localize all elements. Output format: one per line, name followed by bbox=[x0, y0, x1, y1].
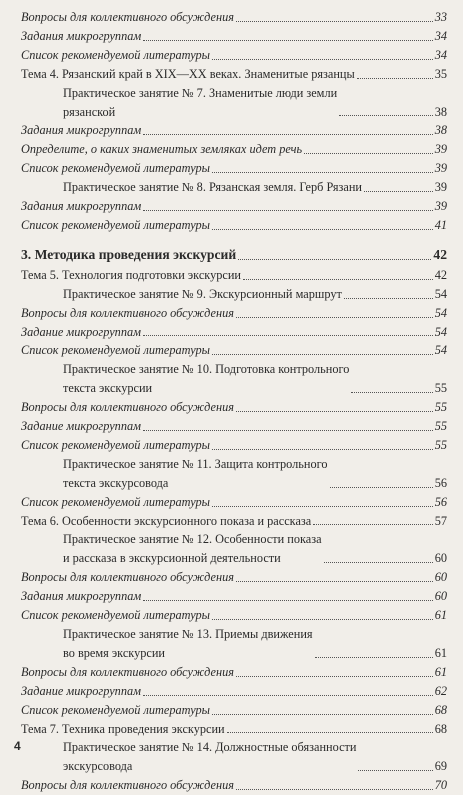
toc-entry-title: Задания микрогруппам bbox=[21, 199, 142, 214]
toc-entry bbox=[21, 8, 447, 27]
dot-leader bbox=[212, 506, 433, 507]
toc-page-number: 42 bbox=[434, 267, 447, 282]
dot-leader bbox=[315, 657, 433, 658]
toc-page-number: 54 bbox=[434, 286, 447, 301]
dot-leader bbox=[143, 40, 432, 41]
toc-entry bbox=[21, 197, 447, 216]
toc-page-number: 38 bbox=[434, 123, 447, 138]
dot-leader bbox=[344, 298, 433, 299]
dot-leader bbox=[364, 191, 433, 192]
toc-page-number: 70 bbox=[434, 778, 447, 793]
toc-entry-title: Задание микрогруппам bbox=[21, 683, 141, 698]
table-of-contents bbox=[21, 8, 447, 795]
dot-leader bbox=[212, 59, 433, 60]
dot-leader bbox=[339, 115, 433, 116]
toc-entry-title: Определите, о каких знаменитых земляках идет речь bbox=[21, 142, 303, 157]
toc-entry-title: Тема 6. Особенности экскурсионного показа и рассказа bbox=[21, 513, 312, 528]
toc-entry bbox=[21, 360, 447, 398]
toc-page-number: 61 bbox=[434, 608, 447, 623]
toc-entry bbox=[21, 587, 447, 606]
toc-entry bbox=[21, 512, 447, 531]
toc-entry bbox=[21, 568, 447, 587]
toc-entry-title: Задания микрогруппам bbox=[21, 589, 142, 604]
dot-leader bbox=[236, 411, 433, 412]
toc-entry bbox=[21, 285, 447, 304]
dot-leader bbox=[324, 562, 433, 563]
toc-entry bbox=[21, 682, 447, 701]
toc-entry-title: Список рекомендуемой литературы bbox=[21, 343, 210, 358]
toc-entry bbox=[21, 159, 447, 178]
dot-leader bbox=[143, 695, 433, 696]
toc-entry-title: Задание микрогруппам bbox=[21, 324, 141, 339]
dot-leader bbox=[236, 317, 433, 318]
toc-entry bbox=[21, 323, 447, 342]
toc-entry-title: Практическое занятие № 13. Приемы движения во время экскурсии bbox=[63, 627, 313, 660]
toc-page-number: 60 bbox=[434, 551, 447, 566]
dot-leader bbox=[236, 581, 433, 582]
toc-entry bbox=[21, 493, 447, 512]
toc-entry bbox=[21, 606, 447, 625]
dot-leader bbox=[330, 487, 433, 488]
toc-entry-title: Тема 7. Техника проведения экскурсии bbox=[21, 721, 225, 736]
toc-entry bbox=[21, 417, 447, 436]
toc-page-number: 60 bbox=[434, 589, 447, 604]
toc-entry-title: Список рекомендуемой литературы bbox=[21, 47, 210, 62]
toc-entry-title: Тема 5. Технология подготовки экскурсии bbox=[21, 267, 241, 282]
toc-entry-title: Вопросы для коллективного обсуждения bbox=[21, 570, 234, 585]
dot-leader bbox=[313, 524, 432, 525]
toc-entry bbox=[21, 436, 447, 455]
toc-section-heading bbox=[21, 246, 447, 265]
toc-entry bbox=[21, 738, 447, 776]
toc-page-number: 38 bbox=[434, 104, 447, 119]
toc-entry bbox=[21, 216, 447, 235]
dot-leader bbox=[227, 732, 433, 733]
toc-page-number: 33 bbox=[434, 10, 447, 24]
toc-page-number: 54 bbox=[434, 324, 447, 339]
toc-entry-title: Список рекомендуемой литературы bbox=[21, 161, 210, 176]
toc-entry-title: 3. Методика проведения экскурсий bbox=[21, 246, 237, 262]
toc-entry-title: Задания микрогруппам bbox=[21, 28, 142, 43]
toc-page-number: 39 bbox=[434, 161, 447, 176]
toc-entry bbox=[21, 530, 447, 568]
dot-leader bbox=[238, 259, 431, 260]
toc-entry bbox=[21, 455, 447, 493]
toc-entry-title: Задание микрогруппам bbox=[21, 419, 141, 434]
toc-entry bbox=[21, 720, 447, 739]
toc-entry bbox=[21, 701, 447, 720]
toc-page-number: 34 bbox=[434, 47, 447, 62]
toc-entry bbox=[21, 140, 447, 159]
dot-leader bbox=[143, 430, 433, 431]
toc-page-number: 56 bbox=[434, 475, 447, 490]
toc-entry-title: Список рекомендуемой литературы bbox=[21, 702, 210, 717]
dot-leader bbox=[351, 392, 432, 393]
toc-entry-title: Практическое занятие № 12. Особенности показа и рассказа в экскурсионной деятельности bbox=[63, 532, 322, 566]
dot-leader bbox=[143, 600, 432, 601]
toc-entry-title: Практическое занятие № 9. Экскурсионный маршрут bbox=[63, 286, 342, 301]
toc-page-number: 55 bbox=[434, 400, 447, 415]
dot-leader bbox=[212, 354, 433, 355]
toc-page-number: 61 bbox=[434, 664, 447, 679]
toc-page-number: 39 bbox=[434, 180, 447, 195]
toc-entry-title: Список рекомендуемой литературы bbox=[21, 608, 210, 623]
dot-leader bbox=[358, 770, 432, 771]
toc-page-number: 39 bbox=[434, 142, 447, 157]
toc-page-number: 55 bbox=[434, 381, 447, 396]
toc-entry bbox=[21, 663, 447, 682]
dot-leader bbox=[212, 714, 433, 715]
dot-leader bbox=[212, 619, 433, 620]
toc-entry-title: Тема 4. Рязанский край в XIX—XX веках. Знаменитые рязанцы bbox=[21, 66, 355, 81]
toc-entry bbox=[21, 27, 447, 46]
toc-entry-title: Практическое занятие № 11. Защита контрольного текста экскурсовода bbox=[63, 456, 328, 490]
toc-entry bbox=[21, 178, 447, 197]
toc-entry bbox=[21, 121, 447, 140]
toc-entry bbox=[21, 625, 447, 663]
toc-entry bbox=[21, 341, 447, 360]
page-number: 4 bbox=[14, 739, 21, 753]
dot-leader bbox=[143, 210, 432, 211]
toc-page-number: 69 bbox=[434, 759, 447, 774]
toc-page-number: 55 bbox=[434, 419, 447, 434]
toc-page-number: 54 bbox=[434, 343, 447, 358]
toc-entry-title: Задания микрогруппам bbox=[21, 123, 142, 138]
dot-leader bbox=[143, 134, 432, 135]
toc-page-number: 62 bbox=[434, 683, 447, 698]
dot-leader bbox=[357, 78, 433, 79]
toc-page-number: 55 bbox=[434, 437, 447, 452]
toc-entry-title: Вопросы для коллективного обсуждения bbox=[21, 10, 234, 24]
toc-entry-title: Вопросы для коллективного обсуждения bbox=[21, 778, 234, 793]
toc-entry-title: Вопросы для коллективного обсуждения bbox=[21, 400, 234, 415]
toc-page-number: 34 bbox=[434, 28, 447, 43]
toc-entry-title: Вопросы для коллективного обсуждения bbox=[21, 305, 234, 320]
dot-leader bbox=[236, 789, 433, 790]
toc-entry-title: Практическое занятие № 7. Знаменитые люди земли рязанской bbox=[63, 85, 338, 119]
toc-page-number: 57 bbox=[434, 513, 447, 528]
toc-entry bbox=[21, 304, 447, 323]
toc-page-number: 61 bbox=[434, 645, 447, 660]
dot-leader bbox=[243, 279, 433, 280]
toc-entry-title: Вопросы для коллективного обсуждения bbox=[21, 664, 234, 679]
toc-page-number: 39 bbox=[434, 199, 447, 214]
toc-page-number: 35 bbox=[434, 66, 447, 81]
dot-leader bbox=[212, 172, 433, 173]
toc-page-number: 41 bbox=[434, 217, 447, 232]
toc-page-number: 60 bbox=[434, 570, 447, 585]
dot-leader bbox=[304, 153, 433, 154]
toc-entry-title: Список рекомендуемой литературы bbox=[21, 494, 210, 509]
toc-page-number: 56 bbox=[434, 494, 447, 509]
dot-leader bbox=[143, 335, 433, 336]
toc-entry-title: Практическое занятие № 10. Подготовка контрольного текста экскурсии bbox=[63, 362, 350, 396]
toc-page-number: 68 bbox=[434, 721, 447, 736]
toc-entry bbox=[21, 776, 447, 795]
toc-entry-title: Практическое занятие № 14. Должностные обязанности экскурсовода bbox=[63, 740, 357, 774]
dot-leader bbox=[212, 229, 433, 230]
toc-entry bbox=[21, 84, 447, 122]
dot-leader bbox=[236, 21, 433, 22]
toc-entry-title: Список рекомендуемой литературы bbox=[21, 437, 210, 452]
toc-entry bbox=[21, 46, 447, 65]
dot-leader bbox=[236, 676, 433, 677]
toc-page-number: 68 bbox=[434, 702, 447, 717]
toc-page-number: 54 bbox=[434, 305, 447, 320]
toc-entry bbox=[21, 266, 447, 285]
dot-leader bbox=[212, 449, 433, 450]
toc-entry bbox=[21, 398, 447, 417]
toc-entry-title: Список рекомендуемой литературы bbox=[21, 217, 210, 232]
toc-entry bbox=[21, 65, 447, 84]
toc-entry-title: Практическое занятие № 8. Рязанская земля. Герб Рязани bbox=[63, 180, 362, 195]
toc-page-number: 42 bbox=[433, 246, 447, 262]
